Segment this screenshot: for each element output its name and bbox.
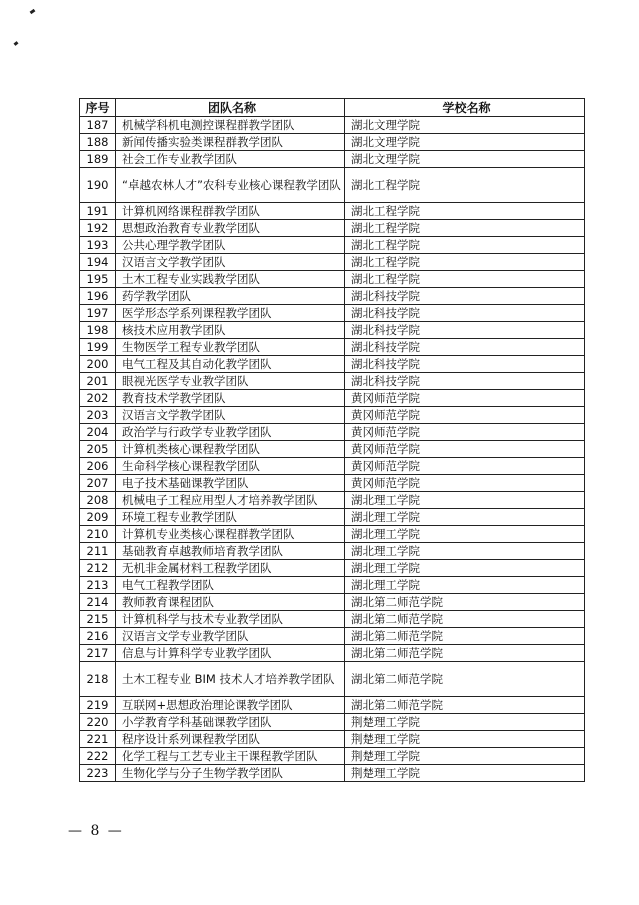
table-row [80, 628, 585, 645]
table-row [80, 356, 585, 373]
table-row [80, 458, 585, 475]
team-name: 思想政治教育专业教学团队 [116, 220, 345, 237]
school-name: 荆楚理工学院 [345, 765, 585, 782]
school-name: 湖北工程学院 [345, 271, 585, 288]
table-row [80, 288, 585, 305]
row-number: 203 [80, 407, 116, 424]
school-name: 湖北文理学院 [345, 134, 585, 151]
team-name: 互联网+思想政治理论课教学团队 [116, 697, 345, 714]
team-name: 计算机专业类核心课程群教学团队 [116, 526, 345, 543]
table-row [80, 475, 585, 492]
row-number: 210 [80, 526, 116, 543]
school-name: 湖北理工学院 [345, 526, 585, 543]
table-row [80, 407, 585, 424]
school-name: 湖北第二师范学院 [345, 645, 585, 662]
school-name: 湖北科技学院 [345, 356, 585, 373]
team-name: 基础教育卓越教师培育教学团队 [116, 543, 345, 560]
school-name: 湖北第二师范学院 [345, 611, 585, 628]
table-row [80, 594, 585, 611]
table-row [80, 424, 585, 441]
team-name: 计算机科学与技术专业教学团队 [116, 611, 345, 628]
team-name: 信息与计算科学专业教学团队 [116, 645, 345, 662]
school-name: 湖北文理学院 [345, 151, 585, 168]
team-name: 新闻传播实验类课程群教学团队 [116, 134, 345, 151]
table-row [80, 271, 585, 288]
team-name: 生物医学工程专业教学团队 [116, 339, 345, 356]
table-row [80, 765, 585, 782]
school-name: 黄冈师范学院 [345, 475, 585, 492]
row-number: 208 [80, 492, 116, 509]
row-number: 222 [80, 748, 116, 765]
school-name: 湖北第二师范学院 [345, 697, 585, 714]
table-row [80, 305, 585, 322]
school-name: 湖北理工学院 [345, 509, 585, 526]
row-number: 216 [80, 628, 116, 645]
row-number: 193 [80, 237, 116, 254]
team-name: 电气工程教学团队 [116, 577, 345, 594]
row-number: 207 [80, 475, 116, 492]
school-name: 湖北第二师范学院 [345, 594, 585, 611]
row-number: 191 [80, 203, 116, 220]
row-number: 202 [80, 390, 116, 407]
row-number: 188 [80, 134, 116, 151]
school-name: 湖北第二师范学院 [345, 662, 585, 697]
team-name: 机械电子工程应用型人才培养教学团队 [116, 492, 345, 509]
table-row [80, 322, 585, 339]
row-number: 215 [80, 611, 116, 628]
team-name: 环境工程专业教学团队 [116, 509, 345, 526]
school-name: 黄冈师范学院 [345, 407, 585, 424]
row-number: 199 [80, 339, 116, 356]
row-number: 189 [80, 151, 116, 168]
school-name: 黄冈师范学院 [345, 458, 585, 475]
school-name: 湖北第二师范学院 [345, 628, 585, 645]
page-number: — 8 — [68, 823, 124, 839]
team-name: 政治学与行政学专业教学团队 [116, 424, 345, 441]
row-number: 214 [80, 594, 116, 611]
team-name: 教育技术学教学团队 [116, 390, 345, 407]
table-row [80, 611, 585, 628]
table-row [80, 526, 585, 543]
team-name: 生物化学与分子生物学教学团队 [116, 765, 345, 782]
school-name: 湖北科技学院 [345, 288, 585, 305]
table-row [80, 509, 585, 526]
row-number: 213 [80, 577, 116, 594]
table-row [80, 151, 585, 168]
school-name: 湖北工程学院 [345, 237, 585, 254]
row-number: 205 [80, 441, 116, 458]
table-row [80, 662, 585, 697]
table-row [80, 373, 585, 390]
team-name: 眼视光医学专业教学团队 [116, 373, 345, 390]
school-name: 湖北工程学院 [345, 168, 585, 203]
row-number: 223 [80, 765, 116, 782]
school-name: 湖北理工学院 [345, 560, 585, 577]
team-name: 小学教育学科基础课教学团队 [116, 714, 345, 731]
row-number: 201 [80, 373, 116, 390]
team-name: 计算机网络课程群教学团队 [116, 203, 345, 220]
school-name: 湖北理工学院 [345, 492, 585, 509]
table-row [80, 441, 585, 458]
row-number: 219 [80, 697, 116, 714]
team-name: 电子技术基础课教学团队 [116, 475, 345, 492]
table-row [80, 560, 585, 577]
school-name: 湖北工程学院 [345, 220, 585, 237]
row-number: 204 [80, 424, 116, 441]
team-name: 机械学科机电测控课程群教学团队 [116, 117, 345, 134]
team-name: 无机非金属材料工程教学团队 [116, 560, 345, 577]
row-number: 211 [80, 543, 116, 560]
school-name: 荆楚理工学院 [345, 731, 585, 748]
school-name: 黄冈师范学院 [345, 424, 585, 441]
team-name: 程序设计系列课程教学团队 [116, 731, 345, 748]
header-school: 学校名称 [345, 99, 585, 117]
row-number: 212 [80, 560, 116, 577]
table-row [80, 697, 585, 714]
row-number: 217 [80, 645, 116, 662]
row-number: 195 [80, 271, 116, 288]
team-name: 生命科学核心课程教学团队 [116, 458, 345, 475]
school-name: 荆楚理工学院 [345, 714, 585, 731]
school-name: 湖北工程学院 [345, 254, 585, 271]
team-name: 电气工程及其自动化教学团队 [116, 356, 345, 373]
row-number: 187 [80, 117, 116, 134]
team-name: 土木工程专业实践教学团队 [116, 271, 345, 288]
row-number: 200 [80, 356, 116, 373]
team-name: 教师教育课程团队 [116, 594, 345, 611]
table-row [80, 254, 585, 271]
teams-table [79, 98, 585, 782]
table-row [80, 748, 585, 765]
team-name: 社会工作专业教学团队 [116, 151, 345, 168]
school-name: 黄冈师范学院 [345, 390, 585, 407]
team-name: 计算机类核心课程教学团队 [116, 441, 345, 458]
school-name: 湖北理工学院 [345, 577, 585, 594]
team-name: 化学工程与工艺专业主干课程教学团队 [116, 748, 345, 765]
team-name: 土木工程专业 BIM 技术人才培养教学团队 [116, 662, 345, 697]
table-row [80, 203, 585, 220]
team-name: 汉语言文学教学团队 [116, 407, 345, 424]
row-number: 197 [80, 305, 116, 322]
row-number: 206 [80, 458, 116, 475]
school-name: 湖北文理学院 [345, 117, 585, 134]
table-row [80, 543, 585, 560]
row-number: 221 [80, 731, 116, 748]
header-team: 团队名称 [116, 99, 345, 117]
scan-mark [30, 9, 36, 14]
table-row [80, 577, 585, 594]
row-number: 194 [80, 254, 116, 271]
table-row [80, 390, 585, 407]
row-number: 192 [80, 220, 116, 237]
row-number: 196 [80, 288, 116, 305]
school-name: 湖北科技学院 [345, 305, 585, 322]
table-row [80, 339, 585, 356]
school-name: 湖北科技学院 [345, 339, 585, 356]
row-number: 209 [80, 509, 116, 526]
table-row [80, 168, 585, 203]
table-row [80, 134, 585, 151]
table-row [80, 731, 585, 748]
school-name: 黄冈师范学院 [345, 441, 585, 458]
table-row [80, 237, 585, 254]
table-row [80, 220, 585, 237]
scan-mark [14, 41, 19, 46]
team-name: 公共心理学教学团队 [116, 237, 345, 254]
table-row [80, 714, 585, 731]
school-name: 湖北科技学院 [345, 322, 585, 339]
table-row [80, 645, 585, 662]
school-name: 湖北科技学院 [345, 373, 585, 390]
table-row [80, 492, 585, 509]
team-name: 汉语言文学专业教学团队 [116, 628, 345, 645]
team-name: 汉语言文学教学团队 [116, 254, 345, 271]
row-number: 190 [80, 168, 116, 203]
team-name: 医学形态学系列课程教学团队 [116, 305, 345, 322]
header-no: 序号 [80, 99, 116, 117]
school-name: 湖北理工学院 [345, 543, 585, 560]
row-number: 198 [80, 322, 116, 339]
team-name: 核技术应用教学团队 [116, 322, 345, 339]
row-number: 220 [80, 714, 116, 731]
school-name: 荆楚理工学院 [345, 748, 585, 765]
row-number: 218 [80, 662, 116, 697]
table-header-row [80, 99, 585, 117]
team-name: “卓越农林人才”农科专业核心课程教学团队 [116, 168, 345, 203]
table-row [80, 117, 585, 134]
team-name: 药学教学团队 [116, 288, 345, 305]
school-name: 湖北工程学院 [345, 203, 585, 220]
